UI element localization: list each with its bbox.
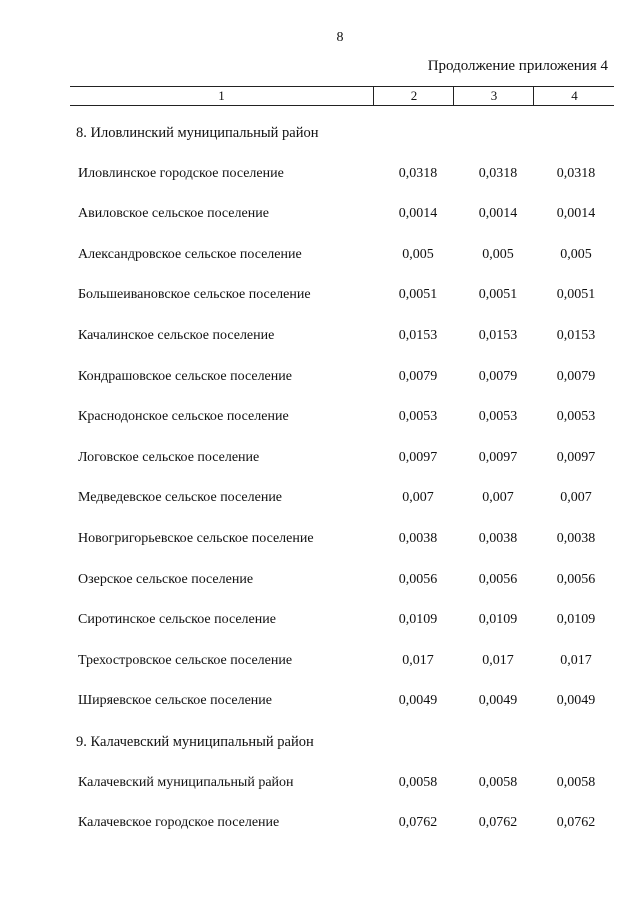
settlement-name: Авиловское сельское поселение xyxy=(78,206,269,222)
value-col-2: 0,0153 xyxy=(398,327,438,343)
value-col-3: 0,007 xyxy=(482,490,514,506)
table-row xyxy=(0,678,640,719)
table-row xyxy=(0,232,640,273)
value-col-4: 0,007 xyxy=(560,490,592,506)
value-col-3: 0,0038 xyxy=(478,530,518,546)
value-col-3: 0,0051 xyxy=(478,287,518,303)
value-col-4: 0,0109 xyxy=(556,612,596,628)
value-col-3: 0,0014 xyxy=(478,206,518,222)
value-col-3: 0,017 xyxy=(482,652,514,668)
value-col-4: 0,017 xyxy=(560,652,592,668)
table-header xyxy=(70,86,614,106)
settlement-name: Александровское сельское поселение xyxy=(78,246,302,262)
value-col-2: 0,0097 xyxy=(398,449,438,465)
page-number: 8 xyxy=(336,30,344,45)
value-col-3: 0,0058 xyxy=(478,774,518,790)
value-col-4: 0,0053 xyxy=(556,409,596,425)
column-header-3: 3 xyxy=(453,87,534,105)
table-row xyxy=(0,475,640,516)
settlement-name: Озерское сельское поселение xyxy=(78,571,254,587)
value-col-3: 0,0049 xyxy=(478,693,518,709)
column-header-1: 1 xyxy=(218,88,225,103)
value-col-3: 0,0056 xyxy=(478,571,518,587)
section-heading-row xyxy=(0,110,640,151)
table-body xyxy=(0,110,640,841)
settlement-name: Иловлинское городское поселение xyxy=(78,165,284,181)
table-row xyxy=(0,760,640,801)
settlement-name: Калачевское городское поселение xyxy=(78,815,280,831)
column-header-4: 4 xyxy=(533,87,615,105)
value-col-4: 0,0049 xyxy=(556,693,596,709)
value-col-2: 0,0053 xyxy=(398,409,438,425)
table-row xyxy=(0,272,640,313)
settlement-name: Качалинское сельское поселение xyxy=(78,327,275,343)
value-col-4: 0,0014 xyxy=(556,206,596,222)
value-col-4: 0,0318 xyxy=(556,165,596,181)
table-row xyxy=(0,394,640,435)
value-col-2: 0,0049 xyxy=(398,693,438,709)
settlement-name: Трехостровское сельское поселение xyxy=(78,652,293,668)
value-col-4: 0,0079 xyxy=(556,368,596,384)
table-row xyxy=(0,435,640,476)
value-col-2: 0,017 xyxy=(402,652,434,668)
table-row xyxy=(0,516,640,557)
value-col-2: 0,005 xyxy=(402,246,434,262)
value-col-4: 0,0038 xyxy=(556,530,596,546)
value-col-2: 0,0038 xyxy=(398,530,438,546)
table-row xyxy=(0,354,640,395)
settlement-name: Медведевское сельское поселение xyxy=(78,490,283,506)
value-col-4: 0,0153 xyxy=(556,327,596,343)
value-col-4: 0,0097 xyxy=(556,449,596,465)
table-row xyxy=(0,191,640,232)
value-col-2: 0,0318 xyxy=(398,165,438,181)
value-col-4: 0,0051 xyxy=(556,287,596,303)
value-col-2: 0,0056 xyxy=(398,571,438,587)
value-col-2: 0,0051 xyxy=(398,287,438,303)
value-col-3: 0,005 xyxy=(482,246,514,262)
value-col-4: 0,0762 xyxy=(556,815,596,831)
section-heading-row xyxy=(0,719,640,760)
value-col-4: 0,0056 xyxy=(556,571,596,587)
table-row xyxy=(0,557,640,598)
value-col-2: 0,0014 xyxy=(398,206,438,222)
settlement-name: Большеивановское сельское поселение xyxy=(78,287,311,303)
value-col-4: 0,0058 xyxy=(556,774,596,790)
table-row xyxy=(0,638,640,679)
section-title: 9. Калачевский муниципальный район xyxy=(76,733,314,750)
settlement-name: Калачевский муниципальный район xyxy=(78,774,294,790)
value-col-2: 0,0762 xyxy=(398,815,438,831)
settlement-name: Краснодонское сельское поселение xyxy=(78,409,289,425)
value-col-3: 0,0079 xyxy=(478,368,518,384)
value-col-3: 0,0053 xyxy=(478,409,518,425)
value-col-2: 0,0109 xyxy=(398,612,438,628)
value-col-3: 0,0762 xyxy=(478,815,518,831)
settlement-name: Новогригорьевское сельское поселение xyxy=(78,530,314,546)
table-row xyxy=(0,151,640,192)
column-header-2: 2 xyxy=(373,87,454,105)
settlement-name: Кондрашовское сельское поселение xyxy=(78,368,292,384)
value-col-3: 0,0318 xyxy=(478,165,518,181)
settlement-name: Сиротинское сельское поселение xyxy=(78,612,276,628)
value-col-2: 0,0058 xyxy=(398,774,438,790)
settlement-name: Ширяевское сельское поселение xyxy=(78,693,272,709)
value-col-4: 0,005 xyxy=(560,246,592,262)
value-col-2: 0,007 xyxy=(402,490,434,506)
value-col-3: 0,0097 xyxy=(478,449,518,465)
value-col-3: 0,0153 xyxy=(478,327,518,343)
table-row xyxy=(0,800,640,841)
value-col-3: 0,0109 xyxy=(478,612,518,628)
table-row xyxy=(0,597,640,638)
continuation-label: Продолжение приложения 4 xyxy=(427,58,608,74)
section-title: 8. Иловлинский муниципальный район xyxy=(76,125,319,141)
table-row xyxy=(0,313,640,354)
settlement-name: Логовское сельское поселение xyxy=(78,449,260,465)
value-col-2: 0,0079 xyxy=(398,368,438,384)
